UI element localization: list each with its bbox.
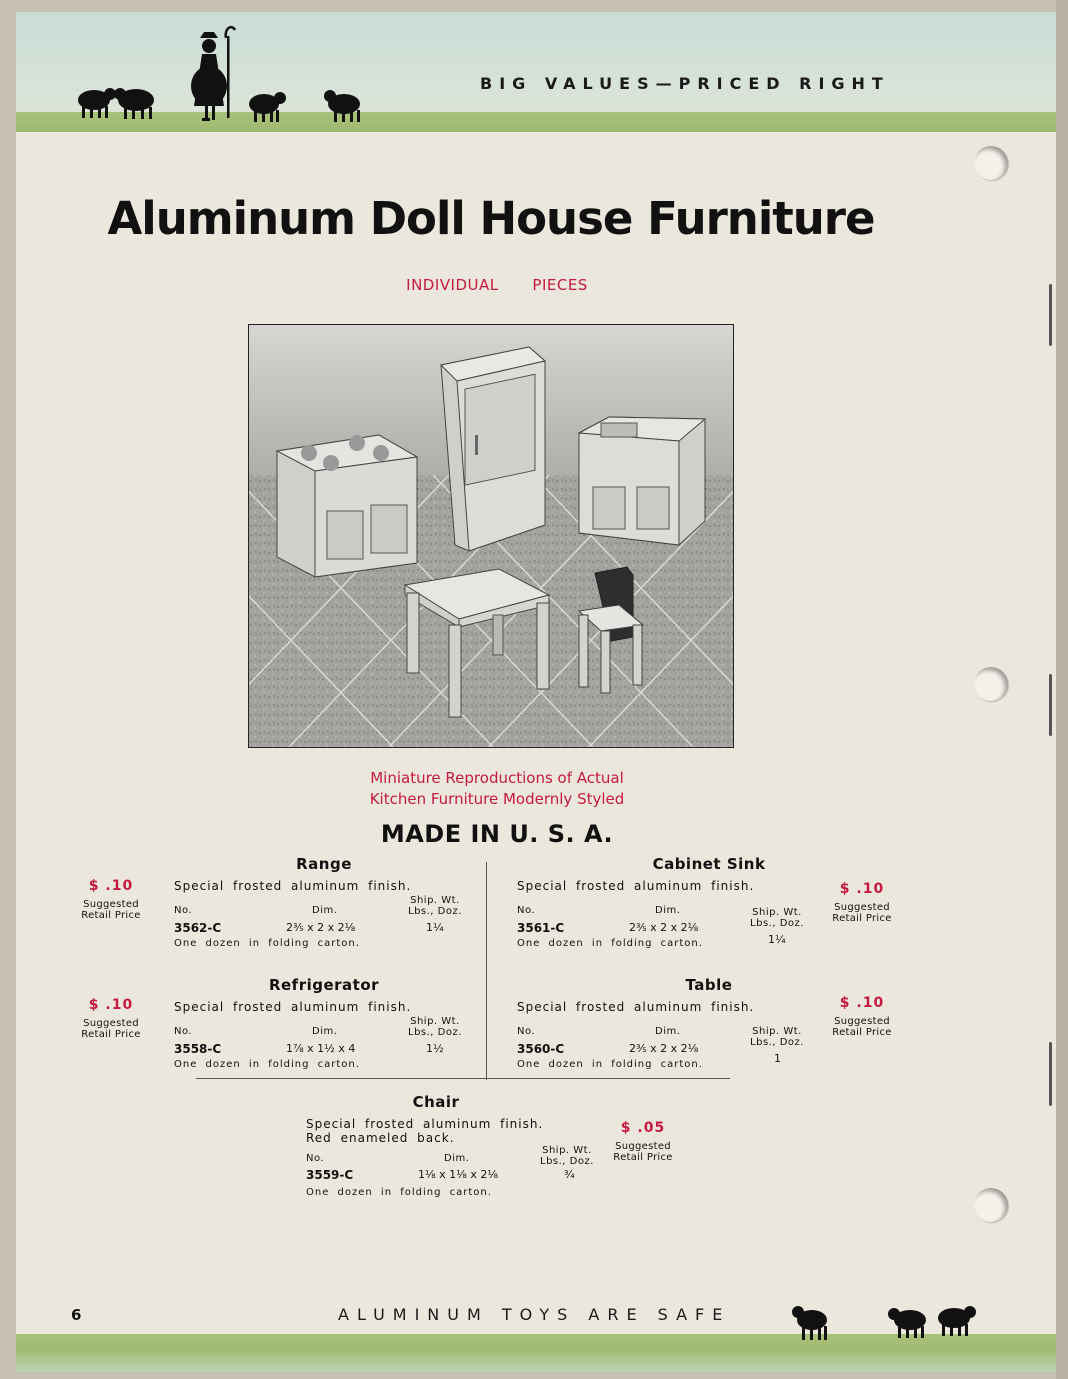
refrigerator-number: 3558-C bbox=[174, 1042, 222, 1056]
header-tagline: BIG VALUES—PRICED RIGHT bbox=[480, 74, 890, 93]
binder-clip bbox=[1049, 284, 1052, 346]
table-packing: One dozen in folding carton. bbox=[517, 1059, 703, 1070]
chair-weight: ¾ bbox=[564, 1168, 575, 1181]
range-name: Range bbox=[296, 855, 352, 873]
table-price: $ .10 bbox=[839, 995, 885, 1011]
chair-price: $ .05 bbox=[620, 1120, 666, 1136]
footer-slogan: ALUMINUM TOYS ARE SAFE bbox=[338, 1305, 731, 1324]
caption-line-2: Kitchen Furniture Modernly Styled bbox=[369, 790, 625, 808]
refrigerator-dimensions: 1⅞ x 1½ x 4 bbox=[286, 1042, 356, 1055]
binder-hole-top bbox=[974, 146, 1008, 180]
table-name: Table bbox=[685, 976, 733, 994]
caption-line-1: Miniature Reproductions of Actual bbox=[370, 769, 624, 787]
page-edge bbox=[1056, 0, 1068, 1379]
range-price-block bbox=[66, 878, 156, 921]
page-subtitle: INDIVIDUAL PIECES bbox=[406, 276, 588, 294]
dim-label: Dim. bbox=[444, 1153, 470, 1164]
cabinet-sink-packing: One dozen in folding carton. bbox=[517, 938, 703, 949]
price-label: Suggested Retail Price bbox=[81, 899, 141, 921]
binder-clip bbox=[1049, 674, 1052, 736]
refrigerator-price-block bbox=[66, 997, 156, 1040]
product-photo bbox=[248, 324, 734, 748]
ship-wt-label: Ship. Wt. Lbs., Doz. bbox=[408, 1016, 462, 1038]
chair-packing: One dozen in folding carton. bbox=[306, 1187, 492, 1198]
table-description: Special frosted aluminum finish. bbox=[517, 1000, 755, 1014]
binder-clip bbox=[1049, 1042, 1052, 1106]
section-divider bbox=[196, 1078, 730, 1079]
refrigerator-name: Refrigerator bbox=[268, 976, 380, 994]
dim-label: Dim. bbox=[312, 905, 338, 916]
no-label: No. bbox=[517, 1026, 536, 1037]
dim-label: Dim. bbox=[655, 905, 681, 916]
ship-wt-label: Ship. Wt. Lbs., Doz. bbox=[750, 1026, 804, 1048]
range-figure bbox=[277, 435, 417, 577]
no-label: No. bbox=[174, 905, 193, 916]
table-number: 3560-C bbox=[517, 1042, 565, 1056]
page-number: 6 bbox=[71, 1306, 82, 1324]
column-divider bbox=[486, 862, 487, 1080]
cabinet-sink-price-block bbox=[817, 881, 907, 924]
footer-sheep-silhouette bbox=[786, 1298, 986, 1344]
range-price: $ .10 bbox=[88, 878, 134, 894]
refrigerator-figure bbox=[441, 347, 545, 551]
price-label: Suggested Retail Price bbox=[832, 902, 892, 924]
cabinet-sink-weight: 1¼ bbox=[768, 933, 786, 946]
price-label: Suggested Retail Price bbox=[832, 1016, 892, 1038]
cabinet-sink-description: Special frosted aluminum finish. bbox=[517, 879, 755, 893]
refrigerator-weight: 1½ bbox=[426, 1042, 444, 1055]
range-description: Special frosted aluminum finish. bbox=[174, 879, 412, 893]
ship-wt-label: Ship. Wt. Lbs., Doz. bbox=[540, 1145, 594, 1167]
chair-description: Special frosted aluminum finish. Red enameled back. bbox=[306, 1117, 544, 1145]
chair-price-block bbox=[598, 1120, 688, 1163]
no-label: No. bbox=[306, 1153, 325, 1164]
price-label: Suggested Retail Price bbox=[613, 1141, 673, 1163]
price-label: Suggested Retail Price bbox=[81, 1018, 141, 1040]
range-dimensions: 2⅗ x 2 x 2⅛ bbox=[286, 921, 356, 934]
range-weight: 1¼ bbox=[426, 921, 444, 934]
ship-wt-label: Ship. Wt. Lbs., Doz. bbox=[750, 907, 804, 929]
table-price-block bbox=[817, 995, 907, 1038]
made-in-usa-heading: MADE IN U. S. A. bbox=[380, 820, 614, 848]
refrigerator-price: $ .10 bbox=[88, 997, 134, 1013]
header-sheep-shepherdess-silhouette bbox=[74, 20, 374, 130]
refrigerator-description: Special frosted aluminum finish. bbox=[174, 1000, 412, 1014]
table-dimensions: 2⅗ x 2 x 2⅛ bbox=[629, 1042, 699, 1055]
page-title: Aluminum Doll House Furniture bbox=[107, 192, 875, 245]
refrigerator-packing: One dozen in folding carton. bbox=[174, 1059, 360, 1070]
no-label: No. bbox=[174, 1026, 193, 1037]
no-label: No. bbox=[517, 905, 536, 916]
photo-caption bbox=[16, 768, 978, 810]
chair-name: Chair bbox=[412, 1093, 460, 1111]
ship-wt-label: Ship. Wt. Lbs., Doz. bbox=[408, 895, 462, 917]
cabinet-sink-price: $ .10 bbox=[839, 881, 885, 897]
cabinet-sink-name: Cabinet Sink bbox=[652, 855, 766, 873]
binder-hole-bottom bbox=[974, 1188, 1008, 1222]
cabinet-sink-dimensions: 2⅗ x 2 x 2⅛ bbox=[629, 921, 699, 934]
range-number: 3562-C bbox=[174, 921, 222, 935]
cabinet-sink-figure bbox=[579, 417, 705, 545]
catalog-page bbox=[16, 12, 1056, 1372]
dim-label: Dim. bbox=[655, 1026, 681, 1037]
dim-label: Dim. bbox=[312, 1026, 338, 1037]
range-packing: One dozen in folding carton. bbox=[174, 938, 360, 949]
cabinet-sink-number: 3561-C bbox=[517, 921, 565, 935]
chair-number: 3559-C bbox=[306, 1168, 354, 1182]
table-weight: 1 bbox=[774, 1052, 781, 1065]
binder-hole-middle bbox=[974, 667, 1008, 701]
chair-dimensions: 1⅛ x 1⅛ x 2⅛ bbox=[418, 1168, 498, 1181]
